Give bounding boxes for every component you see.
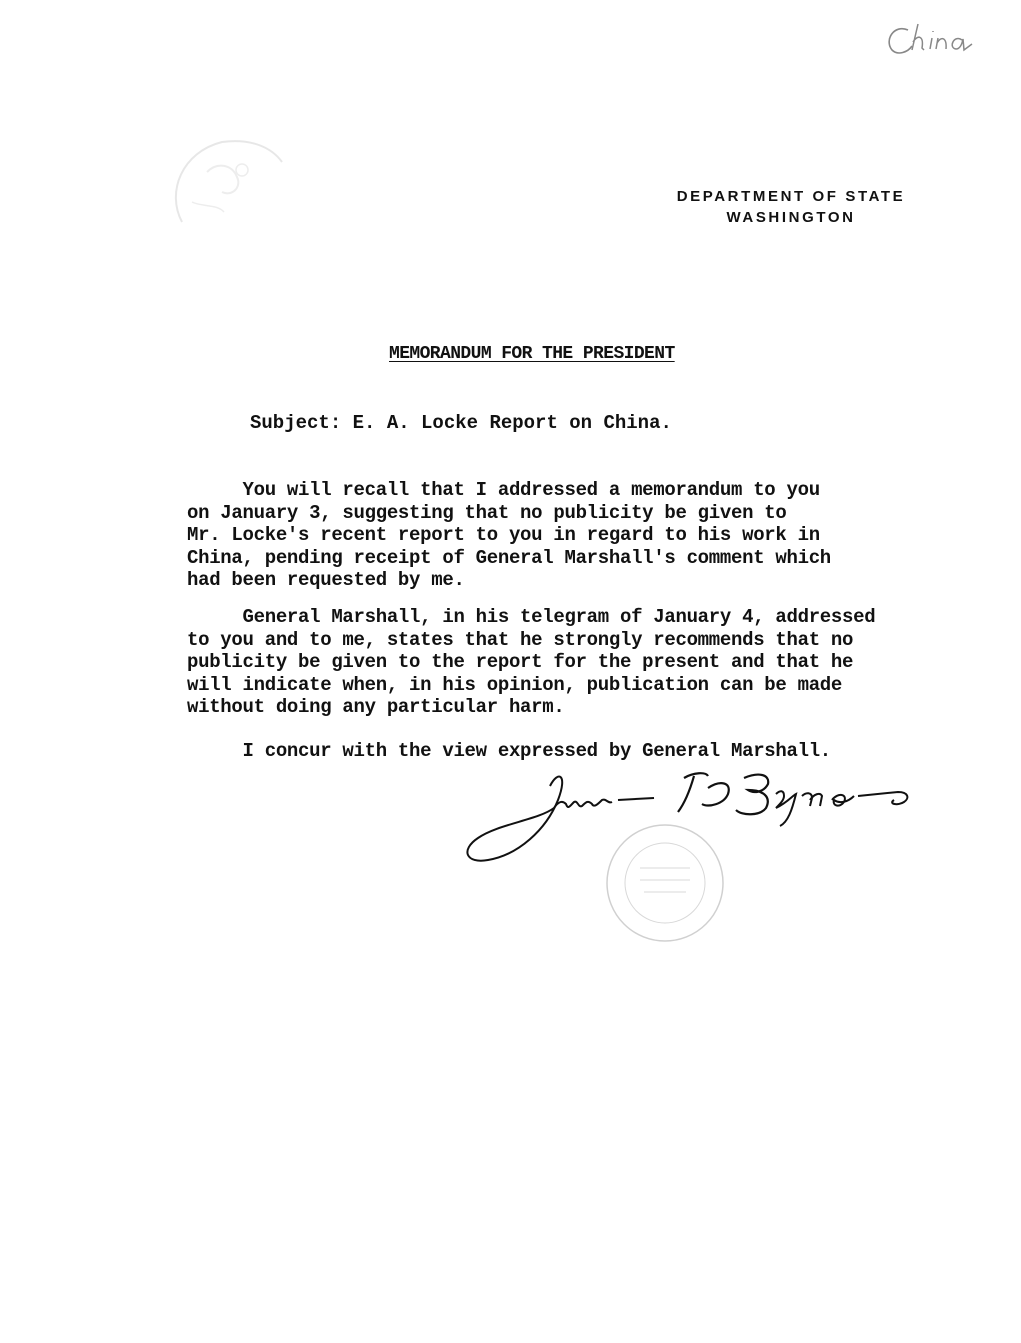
embossed-seal bbox=[162, 132, 302, 242]
body-paragraph-3: I concur with the view expressed by General Marshall. bbox=[187, 740, 831, 762]
body-paragraph-1: You will recall that I addressed a memorandum to you on January 3, suggesting that no publicity be given to Mr. Locke's recent report to you in regard to his work in China, pending receipt of General Marshall's comment which had been requested by me. bbox=[187, 479, 831, 591]
archives-stamp bbox=[600, 818, 730, 948]
letterhead-city: WASHINGTON bbox=[726, 209, 856, 226]
body-paragraph-2: General Marshall, in his telegram of January 4, addressed to you and to me, states that he strongly recommends that no publicity be given to the report for the present and that he will indicate when, in his opinion, publication can be made without doing any particular harm. bbox=[187, 606, 876, 718]
letterhead bbox=[660, 186, 922, 228]
letterhead-department: DEPARTMENT OF STATE bbox=[676, 188, 906, 205]
memo-title: MEMORANDUM FOR THE PRESIDENT bbox=[389, 344, 675, 364]
handwritten-annotation bbox=[880, 18, 990, 58]
subject-line: Subject: E. A. Locke Report on China. bbox=[250, 412, 672, 434]
